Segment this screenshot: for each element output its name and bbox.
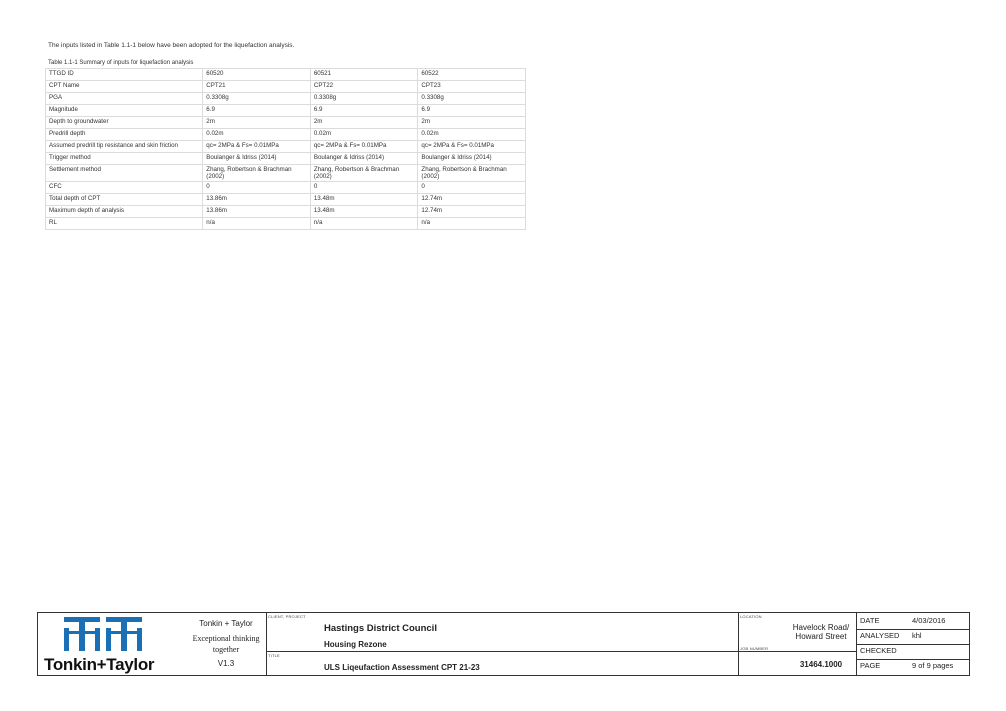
row-value: n/a <box>310 218 418 230</box>
row-label: Assumed predrill tip resistance and skin friction <box>46 141 203 153</box>
row-value: qc= 2MPa & Fs= 0.01MPa <box>310 141 418 153</box>
row-value: 0 <box>310 182 418 194</box>
row-label: TTGD ID <box>46 69 203 81</box>
table-row <box>46 69 526 81</box>
row-label: Trigger method <box>46 153 203 165</box>
row-value: qc= 2MPa & Fs= 0.01MPa <box>203 141 311 153</box>
slogan-line-2: together <box>212 645 240 654</box>
row-label: Depth to groundwater <box>46 117 203 129</box>
row-value: CPT22 <box>310 81 418 93</box>
client-label: CLIENT, PROJECT <box>268 614 306 619</box>
row-value: qc= 2MPa & Fs= 0.01MPa <box>418 141 526 153</box>
location <box>776 623 866 641</box>
row-value: 13.86m <box>203 194 311 206</box>
table-row <box>46 117 526 129</box>
row-value: CPT23 <box>418 81 526 93</box>
job-number: 31464.1000 <box>799 660 843 669</box>
drawing-title: ULS Liqeufaction Assessment CPT 21-23 <box>324 663 480 672</box>
row-value: 13.48m <box>310 194 418 206</box>
analysed-value: khl <box>912 631 922 640</box>
table-row <box>46 105 526 117</box>
checked-label: CHECKED <box>860 646 897 655</box>
table-row <box>46 153 526 165</box>
row-value: 60520 <box>203 69 311 81</box>
job-label: JOB NUMBER <box>740 646 769 651</box>
row-value: n/a <box>418 218 526 230</box>
intro-text: The inputs listed in Table 1.1-1 below have been adopted for the liquefaction analysis. <box>48 42 295 49</box>
page-value: 9 of 9 pages <box>912 661 954 670</box>
row-value: Zhang, Robertson & Brachman (2002) <box>310 165 418 182</box>
row-value: 0 <box>418 182 526 194</box>
slogan-line-1: Exceptional thinking <box>192 634 260 643</box>
row-value: 0.02m <box>203 129 311 141</box>
row-label: PGA <box>46 93 203 105</box>
row-value: Zhang, Robertson & Brachman (2002) <box>203 165 311 182</box>
row-value: 12.74m <box>418 194 526 206</box>
company-name: Tonkin + Taylor <box>199 619 253 628</box>
row-label: CFC <box>46 182 203 194</box>
brand-name: Tonkin+Taylor <box>44 655 155 674</box>
table-row <box>46 93 526 105</box>
row-label: Magnitude <box>46 105 203 117</box>
company-slogan <box>176 633 276 655</box>
title-block <box>37 612 970 676</box>
row-value: CPT21 <box>203 81 311 93</box>
date-value: 4/03/2016 <box>912 616 946 625</box>
table-row <box>46 182 526 194</box>
row-value: Boulanger & Idriss (2014) <box>418 153 526 165</box>
title-label: TITLE <box>268 653 280 658</box>
row-value: 12.74m <box>418 206 526 218</box>
table-row <box>46 141 526 153</box>
row-value: 2m <box>310 117 418 129</box>
tonkin-taylor-logo <box>42 615 168 675</box>
project-name: Housing Rezone <box>324 640 387 649</box>
row-value: 0.3308g <box>418 93 526 105</box>
date-label: DATE <box>860 616 880 625</box>
row-value: 0.02m <box>418 129 526 141</box>
row-value: 60522 <box>418 69 526 81</box>
table-row <box>46 165 526 182</box>
row-value: Boulanger & Idriss (2014) <box>203 153 311 165</box>
row-value: Zhang, Robertson & Brachman (2002) <box>418 165 526 182</box>
row-value: 0.3308g <box>203 93 311 105</box>
row-label: RL <box>46 218 203 230</box>
row-value: 0.3308g <box>310 93 418 105</box>
table-row <box>46 218 526 230</box>
row-value: 13.86m <box>203 206 311 218</box>
row-label: Settlement method <box>46 165 203 182</box>
row-value: n/a <box>203 218 311 230</box>
table-caption: Table 1.1-1 Summary of inputs for liquefaction analysis <box>48 60 194 66</box>
location-line-2: Howard Street <box>795 632 847 641</box>
table-row <box>46 129 526 141</box>
location-line-1: Havelock Road/ <box>792 623 850 632</box>
version: V1.3 <box>217 659 235 668</box>
row-value: 0.02m <box>310 129 418 141</box>
row-value: 6.9 <box>203 105 311 117</box>
page-label: PAGE <box>860 661 881 670</box>
row-value: Boulanger & Idriss (2014) <box>310 153 418 165</box>
row-label: Maximum depth of analysis <box>46 206 203 218</box>
row-value: 13.48m <box>310 206 418 218</box>
row-label: Total depth of CPT <box>46 194 203 206</box>
row-value: 60521 <box>310 69 418 81</box>
row-label: Predrill depth <box>46 129 203 141</box>
row-value: 6.9 <box>310 105 418 117</box>
row-value: 2m <box>418 117 526 129</box>
table-row <box>46 206 526 218</box>
client-name: Hastings District Council <box>324 623 437 634</box>
table-row <box>46 81 526 93</box>
location-label: LOCATION <box>740 614 762 619</box>
row-value: 6.9 <box>418 105 526 117</box>
row-label: CPT Name <box>46 81 203 93</box>
row-value: 0 <box>203 182 311 194</box>
row-value: 2m <box>203 117 311 129</box>
analysed-label: ANALYSED <box>860 631 900 640</box>
table-row <box>46 194 526 206</box>
tt-logo-icon <box>42 615 168 655</box>
inputs-table <box>45 68 526 230</box>
